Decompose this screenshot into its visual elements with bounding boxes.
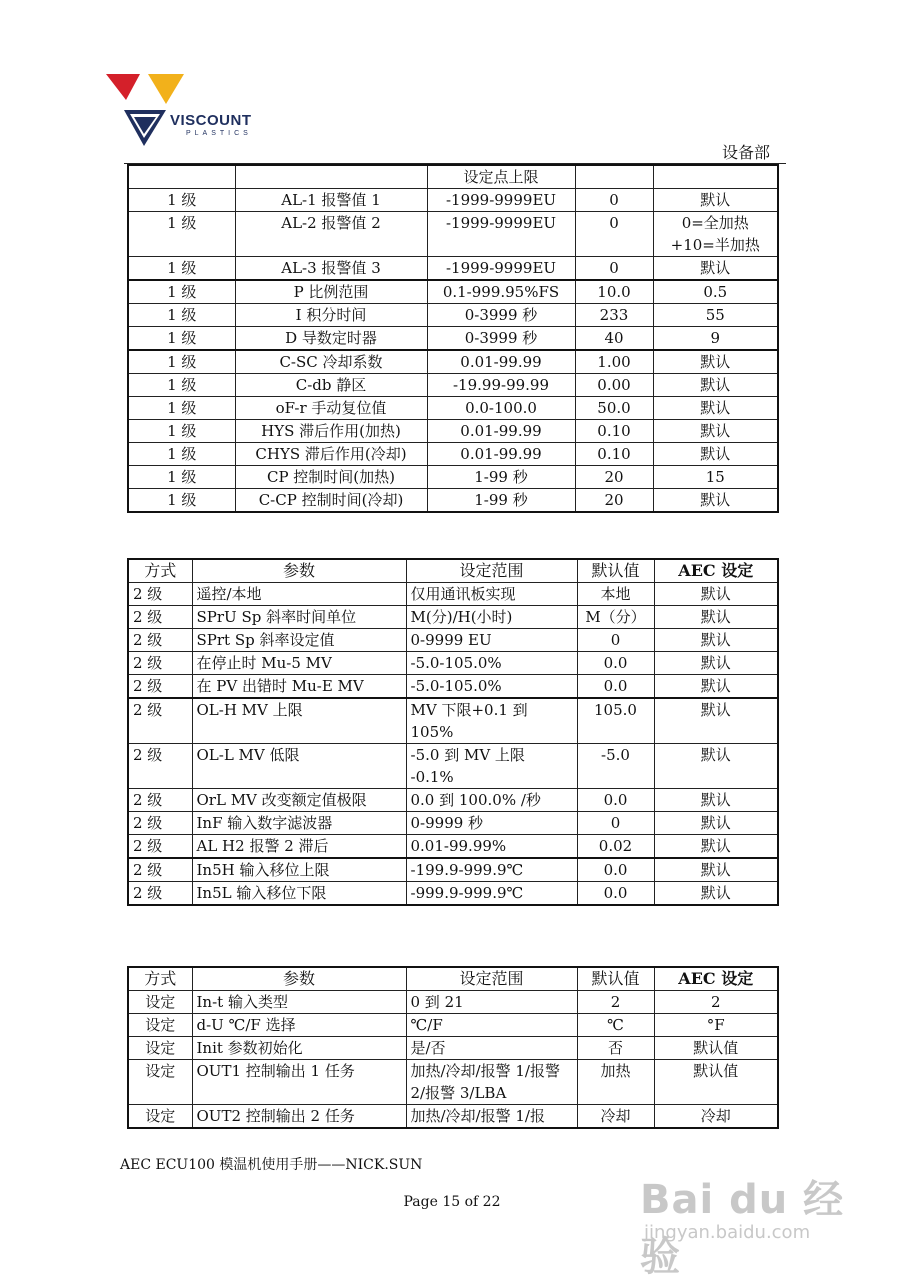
mode-cell: 设定 bbox=[128, 1037, 192, 1060]
table-row bbox=[128, 629, 778, 652]
range-cell: M(分)/H(小时) bbox=[406, 606, 577, 629]
mode-cell: 设定 bbox=[128, 1105, 192, 1129]
range-cell: 0.0-100.0 bbox=[427, 397, 575, 420]
table-row bbox=[128, 443, 778, 466]
range-cell: -1999-9999EU bbox=[427, 212, 575, 257]
default-cell: 0 bbox=[575, 189, 653, 212]
range-cell: 0.0 到 100.0% /秒 bbox=[406, 789, 577, 812]
mode-cell: 1 级 bbox=[128, 420, 235, 443]
mode-cell: 2 级 bbox=[128, 858, 192, 882]
parameter-cell: SPrt Sp 斜率设定值 bbox=[192, 629, 406, 652]
parameter-cell: CHYS 滞后作用(冷却) bbox=[235, 443, 427, 466]
col-header-default: 默认值 bbox=[577, 967, 654, 991]
aec-setting-cell: 默认 bbox=[653, 257, 778, 281]
aec-setting-cell: 默认 bbox=[654, 835, 778, 859]
parameter-cell: P 比例范围 bbox=[235, 280, 427, 304]
default-cell: 0.0 bbox=[577, 675, 654, 699]
parameter-cell: OUT2 控制输出 2 任务 bbox=[192, 1105, 406, 1129]
range-cell: 0-3999 秒 bbox=[427, 304, 575, 327]
parameter-cell: OL-H MV 上限 bbox=[192, 698, 406, 744]
default-cell: ℃ bbox=[577, 1014, 654, 1037]
company-logo bbox=[104, 70, 264, 152]
parameter-cell: OL-L MV 低限 bbox=[192, 744, 406, 789]
parameter-cell: In5H 输入移位上限 bbox=[192, 858, 406, 882]
col-header-default: 默认值 bbox=[577, 559, 654, 583]
table-row bbox=[128, 397, 778, 420]
default-cell: 0.02 bbox=[577, 835, 654, 859]
range-cell: 0.01-99.99 bbox=[427, 420, 575, 443]
table-row bbox=[128, 835, 778, 859]
col-header-aec-setting: AEC 设定 bbox=[654, 967, 778, 991]
aec-setting-cell: 0.5 bbox=[653, 280, 778, 304]
range-cell: -5.0 到 MV 上限 -0.1% bbox=[406, 744, 577, 789]
table-row bbox=[128, 652, 778, 675]
aec-setting-cell: 默认 bbox=[654, 606, 778, 629]
range-cell: -999.9-999.9℃ bbox=[406, 882, 577, 906]
table-row bbox=[128, 466, 778, 489]
parameter-cell: CP 控制时间(加热) bbox=[235, 466, 427, 489]
aec-setting-cell: 默认 bbox=[654, 675, 778, 699]
range-cell: -199.9-999.9℃ bbox=[406, 858, 577, 882]
table-row bbox=[128, 882, 778, 906]
table-row bbox=[128, 257, 778, 281]
mode-cell: 1 级 bbox=[128, 327, 235, 351]
default-cell bbox=[575, 165, 653, 189]
mode-cell bbox=[128, 165, 235, 189]
aec-setting-cell: 默认 bbox=[653, 489, 778, 513]
parameter-cell: C-db 静区 bbox=[235, 374, 427, 397]
mode-cell: 2 级 bbox=[128, 629, 192, 652]
default-cell: 0 bbox=[575, 257, 653, 281]
default-cell: 105.0 bbox=[577, 698, 654, 744]
range-cell: 1-99 秒 bbox=[427, 489, 575, 513]
watermark-brand: Bai du 经验 bbox=[640, 1177, 845, 1280]
parameter-cell: 在停止时 Mu-5 MV bbox=[192, 652, 406, 675]
table-row bbox=[128, 698, 778, 744]
range-cell: 0.01-99.99% bbox=[406, 835, 577, 859]
baidu-watermark bbox=[630, 1150, 860, 1280]
default-cell: 加热 bbox=[577, 1060, 654, 1105]
table-row bbox=[128, 1014, 778, 1037]
col-header-mode: 方式 bbox=[128, 967, 192, 991]
range-cell: 加热/冷却/报警 1/报警 2/报警 3/LBA bbox=[406, 1060, 577, 1105]
mode-cell: 1 级 bbox=[128, 212, 235, 257]
mode-cell: 2 级 bbox=[128, 835, 192, 859]
aec-setting-cell: 默认 bbox=[654, 652, 778, 675]
range-cell: 加热/冷却/报警 1/报 bbox=[406, 1105, 577, 1129]
aec-setting-cell: 2 bbox=[654, 991, 778, 1014]
range-cell: 0.01-99.99 bbox=[427, 350, 575, 374]
range-cell: -19.99-99.99 bbox=[427, 374, 575, 397]
watermark-url: jingyan.baidu.com bbox=[644, 1222, 811, 1243]
range-cell: 0-9999 EU bbox=[406, 629, 577, 652]
default-cell: 50.0 bbox=[575, 397, 653, 420]
table-row bbox=[128, 212, 778, 257]
mode-cell: 1 级 bbox=[128, 466, 235, 489]
range-cell: -1999-9999EU bbox=[427, 189, 575, 212]
aec-setting-cell: 默认 bbox=[654, 858, 778, 882]
table-row bbox=[128, 165, 778, 189]
parameter-cell: 在 PV 出错时 Mu-E MV bbox=[192, 675, 406, 699]
mode-cell: 2 级 bbox=[128, 789, 192, 812]
table-row bbox=[128, 1060, 778, 1105]
mode-cell: 1 级 bbox=[128, 280, 235, 304]
aec-setting-cell: 默认 bbox=[654, 812, 778, 835]
mode-cell: 1 级 bbox=[128, 350, 235, 374]
aec-setting-cell: 默认值 bbox=[654, 1037, 778, 1060]
mode-cell: 2 级 bbox=[128, 652, 192, 675]
default-cell: 20 bbox=[575, 489, 653, 513]
logo-subtext: PLASTICS bbox=[186, 130, 252, 137]
mode-cell: 1 级 bbox=[128, 189, 235, 212]
parameter-cell: Init 参数初始化 bbox=[192, 1037, 406, 1060]
table-row bbox=[128, 1105, 778, 1129]
aec-setting-cell: 默认 bbox=[653, 420, 778, 443]
range-cell: 0.1-999.95%FS bbox=[427, 280, 575, 304]
aec-setting-cell: 9 bbox=[653, 327, 778, 351]
mode-cell: 1 级 bbox=[128, 397, 235, 420]
mode-cell: 设定 bbox=[128, 1014, 192, 1037]
mode-cell: 2 级 bbox=[128, 675, 192, 699]
table-row bbox=[128, 789, 778, 812]
default-cell: 0.0 bbox=[577, 882, 654, 906]
range-cell: 是/否 bbox=[406, 1037, 577, 1060]
parameter-cell: SPrU Sp 斜率时间单位 bbox=[192, 606, 406, 629]
table-row bbox=[128, 374, 778, 397]
parameter-cell: AL H2 报警 2 滞后 bbox=[192, 835, 406, 859]
default-cell: 冷却 bbox=[577, 1105, 654, 1129]
department-label: 设备部 bbox=[722, 143, 771, 162]
aec-setting-cell: 默认 bbox=[654, 629, 778, 652]
table-row bbox=[128, 812, 778, 835]
mode-cell: 2 级 bbox=[128, 812, 192, 835]
col-header-range: 设定范围 bbox=[406, 967, 577, 991]
default-cell: 233 bbox=[575, 304, 653, 327]
mode-cell: 1 级 bbox=[128, 443, 235, 466]
parameter-cell: HYS 滞后作用(加热) bbox=[235, 420, 427, 443]
parameter-cell: C-SC 冷却系数 bbox=[235, 350, 427, 374]
range-cell: MV 下限+0.1 到 105% bbox=[406, 698, 577, 744]
range-cell: 1-99 秒 bbox=[427, 466, 575, 489]
range-cell: -5.0-105.0% bbox=[406, 652, 577, 675]
parameter-cell: InF 输入数字滤波器 bbox=[192, 812, 406, 835]
table-row bbox=[128, 304, 778, 327]
default-cell: 0 bbox=[577, 629, 654, 652]
table-row bbox=[128, 280, 778, 304]
aec-setting-cell: 默认 bbox=[653, 397, 778, 420]
mode-cell: 设定 bbox=[128, 991, 192, 1014]
mode-cell: 2 级 bbox=[128, 882, 192, 906]
table-row bbox=[128, 675, 778, 699]
parameter-cell: d-U ℃/F 选择 bbox=[192, 1014, 406, 1037]
range-cell: -5.0-105.0% bbox=[406, 675, 577, 699]
default-cell: 0 bbox=[575, 212, 653, 257]
table-row bbox=[128, 858, 778, 882]
default-cell: 否 bbox=[577, 1037, 654, 1060]
col-header-mode: 方式 bbox=[128, 559, 192, 583]
range-cell: 0-9999 秒 bbox=[406, 812, 577, 835]
parameter-cell: oF-r 手动复位值 bbox=[235, 397, 427, 420]
default-cell: 2 bbox=[577, 991, 654, 1014]
level1-parameter-table bbox=[127, 164, 779, 513]
mode-cell: 2 级 bbox=[128, 583, 192, 606]
range-cell: 0-3999 秒 bbox=[427, 327, 575, 351]
table-row bbox=[128, 583, 778, 606]
setup-parameter-table bbox=[127, 966, 779, 1129]
col-header-range: 设定范围 bbox=[406, 559, 577, 583]
aec-setting-cell: 默认 bbox=[654, 882, 778, 906]
default-cell: 0.0 bbox=[577, 652, 654, 675]
parameter-cell: AL-2 报警值 2 bbox=[235, 212, 427, 257]
parameter-cell: In5L 输入移位下限 bbox=[192, 882, 406, 906]
default-cell: 0.0 bbox=[577, 858, 654, 882]
aec-setting-cell: 0=全加热 +10=半加热 bbox=[653, 212, 778, 257]
manual-footer: AEC ECU100 模温机使用手册——NICK.SUN bbox=[120, 1157, 423, 1173]
default-cell: 0 bbox=[577, 812, 654, 835]
aec-setting-cell: 15 bbox=[653, 466, 778, 489]
mode-cell: 1 级 bbox=[128, 489, 235, 513]
parameter-cell: OUT1 控制输出 1 任务 bbox=[192, 1060, 406, 1105]
range-cell: ℃/F bbox=[406, 1014, 577, 1037]
parameter-cell: D 导数定时器 bbox=[235, 327, 427, 351]
range-cell: 0 到 21 bbox=[406, 991, 577, 1014]
aec-setting-cell: 默认 bbox=[654, 744, 778, 789]
parameter-cell: I 积分时间 bbox=[235, 304, 427, 327]
table-row bbox=[128, 420, 778, 443]
aec-setting-cell: 默认 bbox=[653, 350, 778, 374]
mode-cell: 1 级 bbox=[128, 374, 235, 397]
default-cell: 0.10 bbox=[575, 443, 653, 466]
aec-setting-cell: 默认 bbox=[653, 189, 778, 212]
range-cell: -1999-9999EU bbox=[427, 257, 575, 281]
default-cell: -5.0 bbox=[577, 744, 654, 789]
parameter-cell: C-CP 控制时间(冷却) bbox=[235, 489, 427, 513]
col-header-parameter: 参数 bbox=[192, 559, 406, 583]
range-cell: 设定点上限 bbox=[427, 165, 575, 189]
table-row bbox=[128, 991, 778, 1014]
table-row bbox=[128, 606, 778, 629]
default-cell: M（分） bbox=[577, 606, 654, 629]
range-cell: 0.01-99.99 bbox=[427, 443, 575, 466]
aec-setting-cell bbox=[653, 165, 778, 189]
mode-cell: 1 级 bbox=[128, 257, 235, 281]
mode-cell: 设定 bbox=[128, 1060, 192, 1105]
level2-parameter-table bbox=[127, 558, 779, 906]
default-cell: 40 bbox=[575, 327, 653, 351]
aec-setting-cell: 默认 bbox=[653, 443, 778, 466]
parameter-cell: In-t 输入类型 bbox=[192, 991, 406, 1014]
aec-setting-cell: °F bbox=[654, 1014, 778, 1037]
parameter-cell: 遥控/本地 bbox=[192, 583, 406, 606]
table-row bbox=[128, 327, 778, 351]
table-row bbox=[128, 350, 778, 374]
viscount-logo-icon bbox=[104, 70, 264, 152]
default-cell: 0.0 bbox=[577, 789, 654, 812]
aec-setting-cell: 默认 bbox=[654, 583, 778, 606]
aec-setting-cell: 默认 bbox=[653, 374, 778, 397]
parameter-cell bbox=[235, 165, 427, 189]
table-row bbox=[128, 489, 778, 513]
table-row bbox=[128, 189, 778, 212]
range-cell: 仅用通讯板实现 bbox=[406, 583, 577, 606]
parameter-cell: AL-3 报警值 3 bbox=[235, 257, 427, 281]
mode-cell: 2 级 bbox=[128, 606, 192, 629]
aec-setting-cell: 默认 bbox=[654, 789, 778, 812]
col-header-aec-setting: AEC 设定 bbox=[654, 559, 778, 583]
default-cell: 0.10 bbox=[575, 420, 653, 443]
mode-cell: 2 级 bbox=[128, 744, 192, 789]
logo-text: VISCOUNT bbox=[170, 112, 252, 129]
parameter-cell: AL-1 报警值 1 bbox=[235, 189, 427, 212]
mode-cell: 2 级 bbox=[128, 698, 192, 744]
default-cell: 10.0 bbox=[575, 280, 653, 304]
default-cell: 20 bbox=[575, 466, 653, 489]
parameter-cell: OrL MV 改变额定值极限 bbox=[192, 789, 406, 812]
default-cell: 1.00 bbox=[575, 350, 653, 374]
default-cell: 本地 bbox=[577, 583, 654, 606]
mode-cell: 1 级 bbox=[128, 304, 235, 327]
col-header-parameter: 参数 bbox=[192, 967, 406, 991]
page-number: Page 15 of 22 bbox=[403, 1194, 501, 1210]
table-row bbox=[128, 744, 778, 789]
aec-setting-cell: 默认 bbox=[654, 698, 778, 744]
aec-setting-cell: 冷却 bbox=[654, 1105, 778, 1129]
table-row bbox=[128, 1037, 778, 1060]
aec-setting-cell: 55 bbox=[653, 304, 778, 327]
aec-setting-cell: 默认值 bbox=[654, 1060, 778, 1105]
default-cell: 0.00 bbox=[575, 374, 653, 397]
